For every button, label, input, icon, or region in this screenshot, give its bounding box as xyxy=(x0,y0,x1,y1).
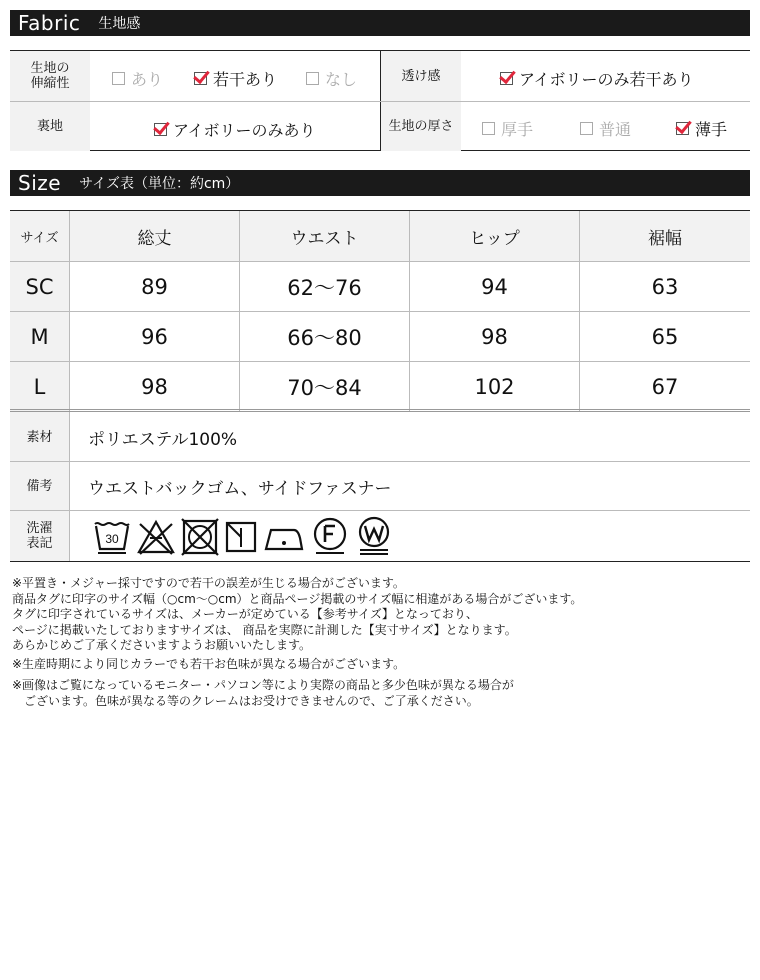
checkbox-empty-icon xyxy=(112,72,125,85)
size-subtitle: サイズ表（単位：約cm） xyxy=(79,176,240,192)
checkbox-checked-icon xyxy=(676,122,689,135)
dry-clean-f-icon xyxy=(310,516,350,556)
material-label: 素材 xyxy=(10,412,70,462)
checkbox-checked-icon xyxy=(500,72,513,85)
no-tumble-dry-icon xyxy=(180,516,220,556)
header-hem-width: 裾幅 xyxy=(580,211,750,261)
note-line: ※生産時期により同じカラーでも若干お色味が異なる場合がございます。 xyxy=(12,656,406,671)
size-table-header xyxy=(10,211,750,261)
notes xyxy=(12,576,582,709)
remarks-row xyxy=(10,461,750,511)
header-hip: ヒップ xyxy=(410,211,580,261)
waist-value: 62〜76 xyxy=(240,262,410,311)
stretch-label xyxy=(10,51,90,101)
hip-value: 102 xyxy=(410,362,580,411)
note-line: あらかじめご了承くださいますようお願いいたします。 xyxy=(12,638,312,652)
care-label-line1: 洗濯 xyxy=(26,521,53,536)
wash-temp-label: 30 xyxy=(105,532,119,546)
hip-value: 94 xyxy=(410,262,580,311)
note-line: タグに印字されているサイズは、メーカーが定めている【参考サイズ】となっており、 xyxy=(12,607,478,621)
option-label: アイボリーのみあり xyxy=(173,121,316,140)
thickness-option-thick xyxy=(482,117,533,140)
care-row xyxy=(10,510,750,562)
hip-value: 98 xyxy=(410,312,580,361)
hem-value: 67 xyxy=(651,374,679,399)
no-bleach-icon xyxy=(136,516,176,556)
table-row xyxy=(10,361,750,411)
checkbox-checked-icon xyxy=(154,123,167,136)
remarks-label: 備考 xyxy=(10,462,70,511)
length-value: 96 xyxy=(70,312,240,361)
note-line: ございます。色味が異なる等のクレームはお受けできませんので、ご了承ください。 xyxy=(12,693,479,708)
material-value: ポリエステル100% xyxy=(88,429,238,450)
length-value: 89 xyxy=(70,262,240,311)
size-title: Size xyxy=(18,171,62,195)
size-name: L xyxy=(10,362,70,411)
fabric-row-2 xyxy=(10,101,750,151)
lining-option xyxy=(154,118,316,141)
hem-value: 63 xyxy=(651,274,679,299)
stretch-option-yes xyxy=(112,67,163,90)
checkbox-empty-icon xyxy=(482,122,495,135)
stretch-label-line2: 伸縮性 xyxy=(30,76,70,91)
note-line: ページに掲載いたしておりますサイズは、 商品を実際に計測した【実寸サイズ】となります。 xyxy=(12,622,517,637)
length-value: 98 xyxy=(70,362,240,411)
header-length: 総丈 xyxy=(70,211,240,261)
fabric-subtitle: 生地感 xyxy=(98,16,141,32)
fabric-table xyxy=(10,50,750,151)
table-row xyxy=(10,311,750,361)
thickness-option-thin xyxy=(676,117,727,140)
size-header xyxy=(10,170,750,196)
remarks-value: ウエストバックゴム、サイドファスナー xyxy=(88,479,392,499)
hem-value: 65 xyxy=(651,324,679,349)
thickness-label: 生地の厚さ xyxy=(381,102,461,151)
waist-value: 66〜80 xyxy=(240,312,410,361)
waist-value: 70〜84 xyxy=(240,362,410,411)
sheer-label: 透け感 xyxy=(381,51,461,101)
line-dry-shade-icon xyxy=(224,516,258,556)
wash-30-icon xyxy=(92,516,132,556)
header-waist: ウエスト xyxy=(240,211,410,261)
care-label xyxy=(10,511,70,561)
size-table xyxy=(10,210,750,400)
care-icons xyxy=(70,511,750,561)
material-row xyxy=(10,412,750,462)
sheer-option xyxy=(500,67,694,90)
option-label: 厚手 xyxy=(501,120,534,139)
option-label: あり xyxy=(131,70,164,89)
note-line: 商品タグに印字のサイズ幅（○cm〜○cm）と商品ページ掲載のサイズ幅に相違がある場合がございます。 xyxy=(12,591,583,606)
size-name: M xyxy=(10,312,70,361)
option-label: 薄手 xyxy=(695,120,728,139)
care-label-line2: 表記 xyxy=(26,536,53,551)
fabric-header xyxy=(10,10,750,36)
thickness-option-normal xyxy=(580,117,631,140)
option-label: なし xyxy=(325,70,358,89)
fabric-title: Fabric xyxy=(18,11,81,35)
checkbox-checked-icon xyxy=(194,72,207,85)
note-line: ※平置き・メジャー採寸ですので若干の誤差が生じる場合がございます。 xyxy=(12,576,405,590)
stretch-option-no xyxy=(306,67,357,90)
size-name: SC xyxy=(10,262,70,311)
note-line: ※画像はご覧になっているモニター・パソコン等により実際の商品と多少色味が異なる場合が xyxy=(12,678,514,692)
option-label: 若干あり xyxy=(213,70,278,89)
stretch-option-slight xyxy=(194,67,277,90)
checkbox-empty-icon xyxy=(580,122,593,135)
wet-clean-w-icon xyxy=(354,516,394,556)
option-label: 普通 xyxy=(599,120,632,139)
checkbox-empty-icon xyxy=(306,72,319,85)
iron-low-icon xyxy=(262,516,306,556)
lining-label: 裏地 xyxy=(10,102,90,151)
header-size: サイズ xyxy=(10,211,70,261)
fabric-row-1 xyxy=(10,51,750,101)
stretch-label-line1: 生地の xyxy=(30,61,70,76)
table-row xyxy=(10,261,750,311)
option-label: アイボリーのみ若干あり xyxy=(519,70,694,89)
